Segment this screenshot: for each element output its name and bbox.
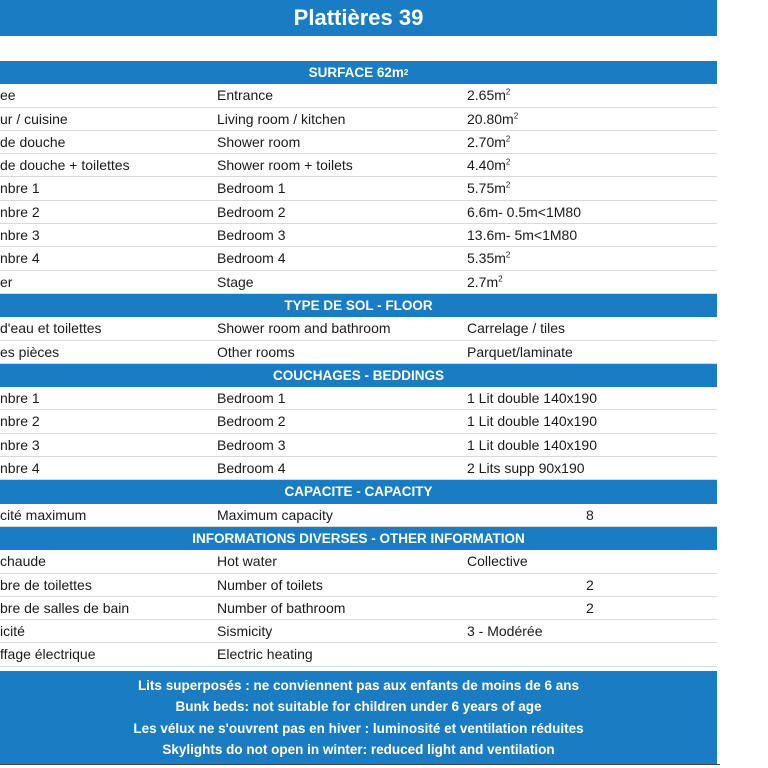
note-bunk-en: Bunk beds: not suitable for children under 6 years of age	[175, 699, 542, 715]
english-label: Entrance	[217, 87, 274, 104]
value-cell: 2	[586, 576, 594, 593]
table-row	[0, 550, 717, 573]
french-label: de douche	[0, 133, 66, 150]
value-cell: 2	[586, 599, 594, 616]
table-row	[0, 317, 717, 340]
bottom-divider	[0, 764, 720, 765]
table-row	[0, 341, 717, 364]
note-skylight-fr: Les vélux ne s'ouvrent pas en hiver : luminosité et ventilation réduites	[133, 720, 584, 736]
table-row	[0, 247, 717, 270]
info-table	[0, 61, 717, 667]
french-label: nbre 3	[0, 227, 40, 244]
table-row	[0, 574, 717, 597]
value-cell: $5.35m^2$	[467, 250, 511, 267]
english-label: Number of toilets	[217, 576, 323, 593]
french-label: ur / cuisine	[0, 110, 68, 127]
table-row	[0, 620, 717, 643]
table-row	[0, 410, 717, 433]
french-label: nbre 2	[0, 413, 40, 430]
french-label: nbre 4	[0, 460, 40, 477]
table-row	[0, 504, 717, 527]
english-label: Living room / kitchen	[217, 110, 346, 127]
table-row	[0, 271, 717, 294]
english-label: Hot water	[217, 553, 277, 570]
value-cell: 2 Lits supp 90x190	[467, 460, 585, 477]
section-header-capacity: CAPACITE - CAPACITY	[0, 480, 717, 503]
value-cell: $20.80m^2$	[467, 110, 519, 127]
table-row	[0, 457, 717, 480]
french-label: nbre 2	[0, 203, 40, 220]
english-label: Maximum capacity	[217, 506, 333, 523]
table-row	[0, 434, 717, 457]
french-label: nbre 4	[0, 250, 40, 267]
note-skylight-en: Skylights do not open in winter: reduced light and ventilation	[162, 742, 555, 758]
value-cell: $2.7m^2$	[467, 273, 503, 290]
english-label: Bedroom 2	[217, 203, 286, 220]
section-header-beddings: COUCHAGES - BEDDINGS	[0, 364, 717, 387]
french-label: cité maximum	[0, 506, 87, 523]
french-label: ee	[0, 87, 16, 104]
french-label: de douche + toilettes	[0, 157, 130, 174]
value-cell: 1 Lit double 140x190	[467, 436, 597, 453]
english-label: Number of bathroom	[217, 599, 346, 616]
section-header-other: INFORMATIONS DIVERSES - OTHER INFORMATION	[0, 527, 717, 550]
french-label: nbre 3	[0, 436, 40, 453]
value-cell: $5.75m^2$	[467, 180, 511, 197]
french-label: ffage électrique	[0, 646, 96, 663]
table-row	[0, 177, 717, 200]
value-cell: 8	[586, 506, 594, 523]
table-row	[0, 643, 717, 666]
english-label: Bedroom 1	[217, 390, 286, 407]
value-cell: 13.6m- 5m<1M80	[467, 227, 578, 244]
value-cell: $2.65m^2$	[467, 87, 511, 104]
english-label: Stage	[217, 273, 254, 290]
table-row	[0, 84, 717, 107]
table-row	[0, 108, 717, 131]
table-row	[0, 387, 717, 410]
english-label: Bedroom 2	[217, 413, 286, 430]
english-label: Shower room + toilets	[217, 157, 353, 174]
table-row	[0, 201, 717, 224]
french-label: nbre 1	[0, 390, 40, 407]
notes-panel	[0, 671, 717, 764]
note-bunk-fr: Lits superposés : ne conviennent pas aux enfants de moins de 6 ans	[137, 677, 580, 693]
value-cell: $2.70m^2$	[467, 133, 511, 150]
french-label: bre de toilettes	[0, 576, 92, 593]
french-label: bre de salles de bain	[0, 599, 130, 616]
french-label: chaude	[0, 553, 46, 570]
english-label: Electric heating	[217, 646, 313, 663]
english-label: Shower room	[217, 133, 301, 150]
table-row	[0, 597, 717, 620]
french-label: er	[0, 273, 13, 290]
value-cell: Carrelage / tiles	[467, 320, 566, 337]
french-label: d'eau et toilettes	[0, 320, 102, 337]
english-label: Shower room and bathroom	[217, 320, 391, 337]
value-cell: Parquet/laminate	[467, 343, 573, 360]
english-label: Sismicity	[217, 623, 273, 640]
value-cell: Collective	[467, 553, 528, 570]
value-cell: $4.40m^2$	[467, 157, 511, 174]
french-label: nbre 1	[0, 180, 40, 197]
english-label: Bedroom 3	[217, 227, 286, 244]
value-cell: 6.6m- 0.5m<1M80	[467, 203, 581, 220]
english-label: Bedroom 3	[217, 436, 286, 453]
value-cell: 1 Lit double 140x190	[467, 413, 597, 430]
table-row	[0, 131, 717, 154]
english-label: Bedroom 4	[217, 460, 286, 477]
table-row	[0, 154, 717, 177]
table-row	[0, 224, 717, 247]
french-label: icité	[0, 623, 25, 640]
value-cell: 3 - Modérée	[467, 623, 543, 640]
english-label: Bedroom 4	[217, 250, 286, 267]
page-title: Plattières 39	[0, 0, 717, 36]
section-header-floor: TYPE DE SOL - FLOOR	[0, 294, 717, 317]
english-label: Bedroom 1	[217, 180, 286, 197]
value-cell: 1 Lit double 140x190	[467, 390, 597, 407]
english-label: Other rooms	[217, 343, 295, 360]
section-header-surface: SURFACE 62m 2	[0, 61, 717, 84]
french-label: es pièces	[0, 343, 60, 360]
